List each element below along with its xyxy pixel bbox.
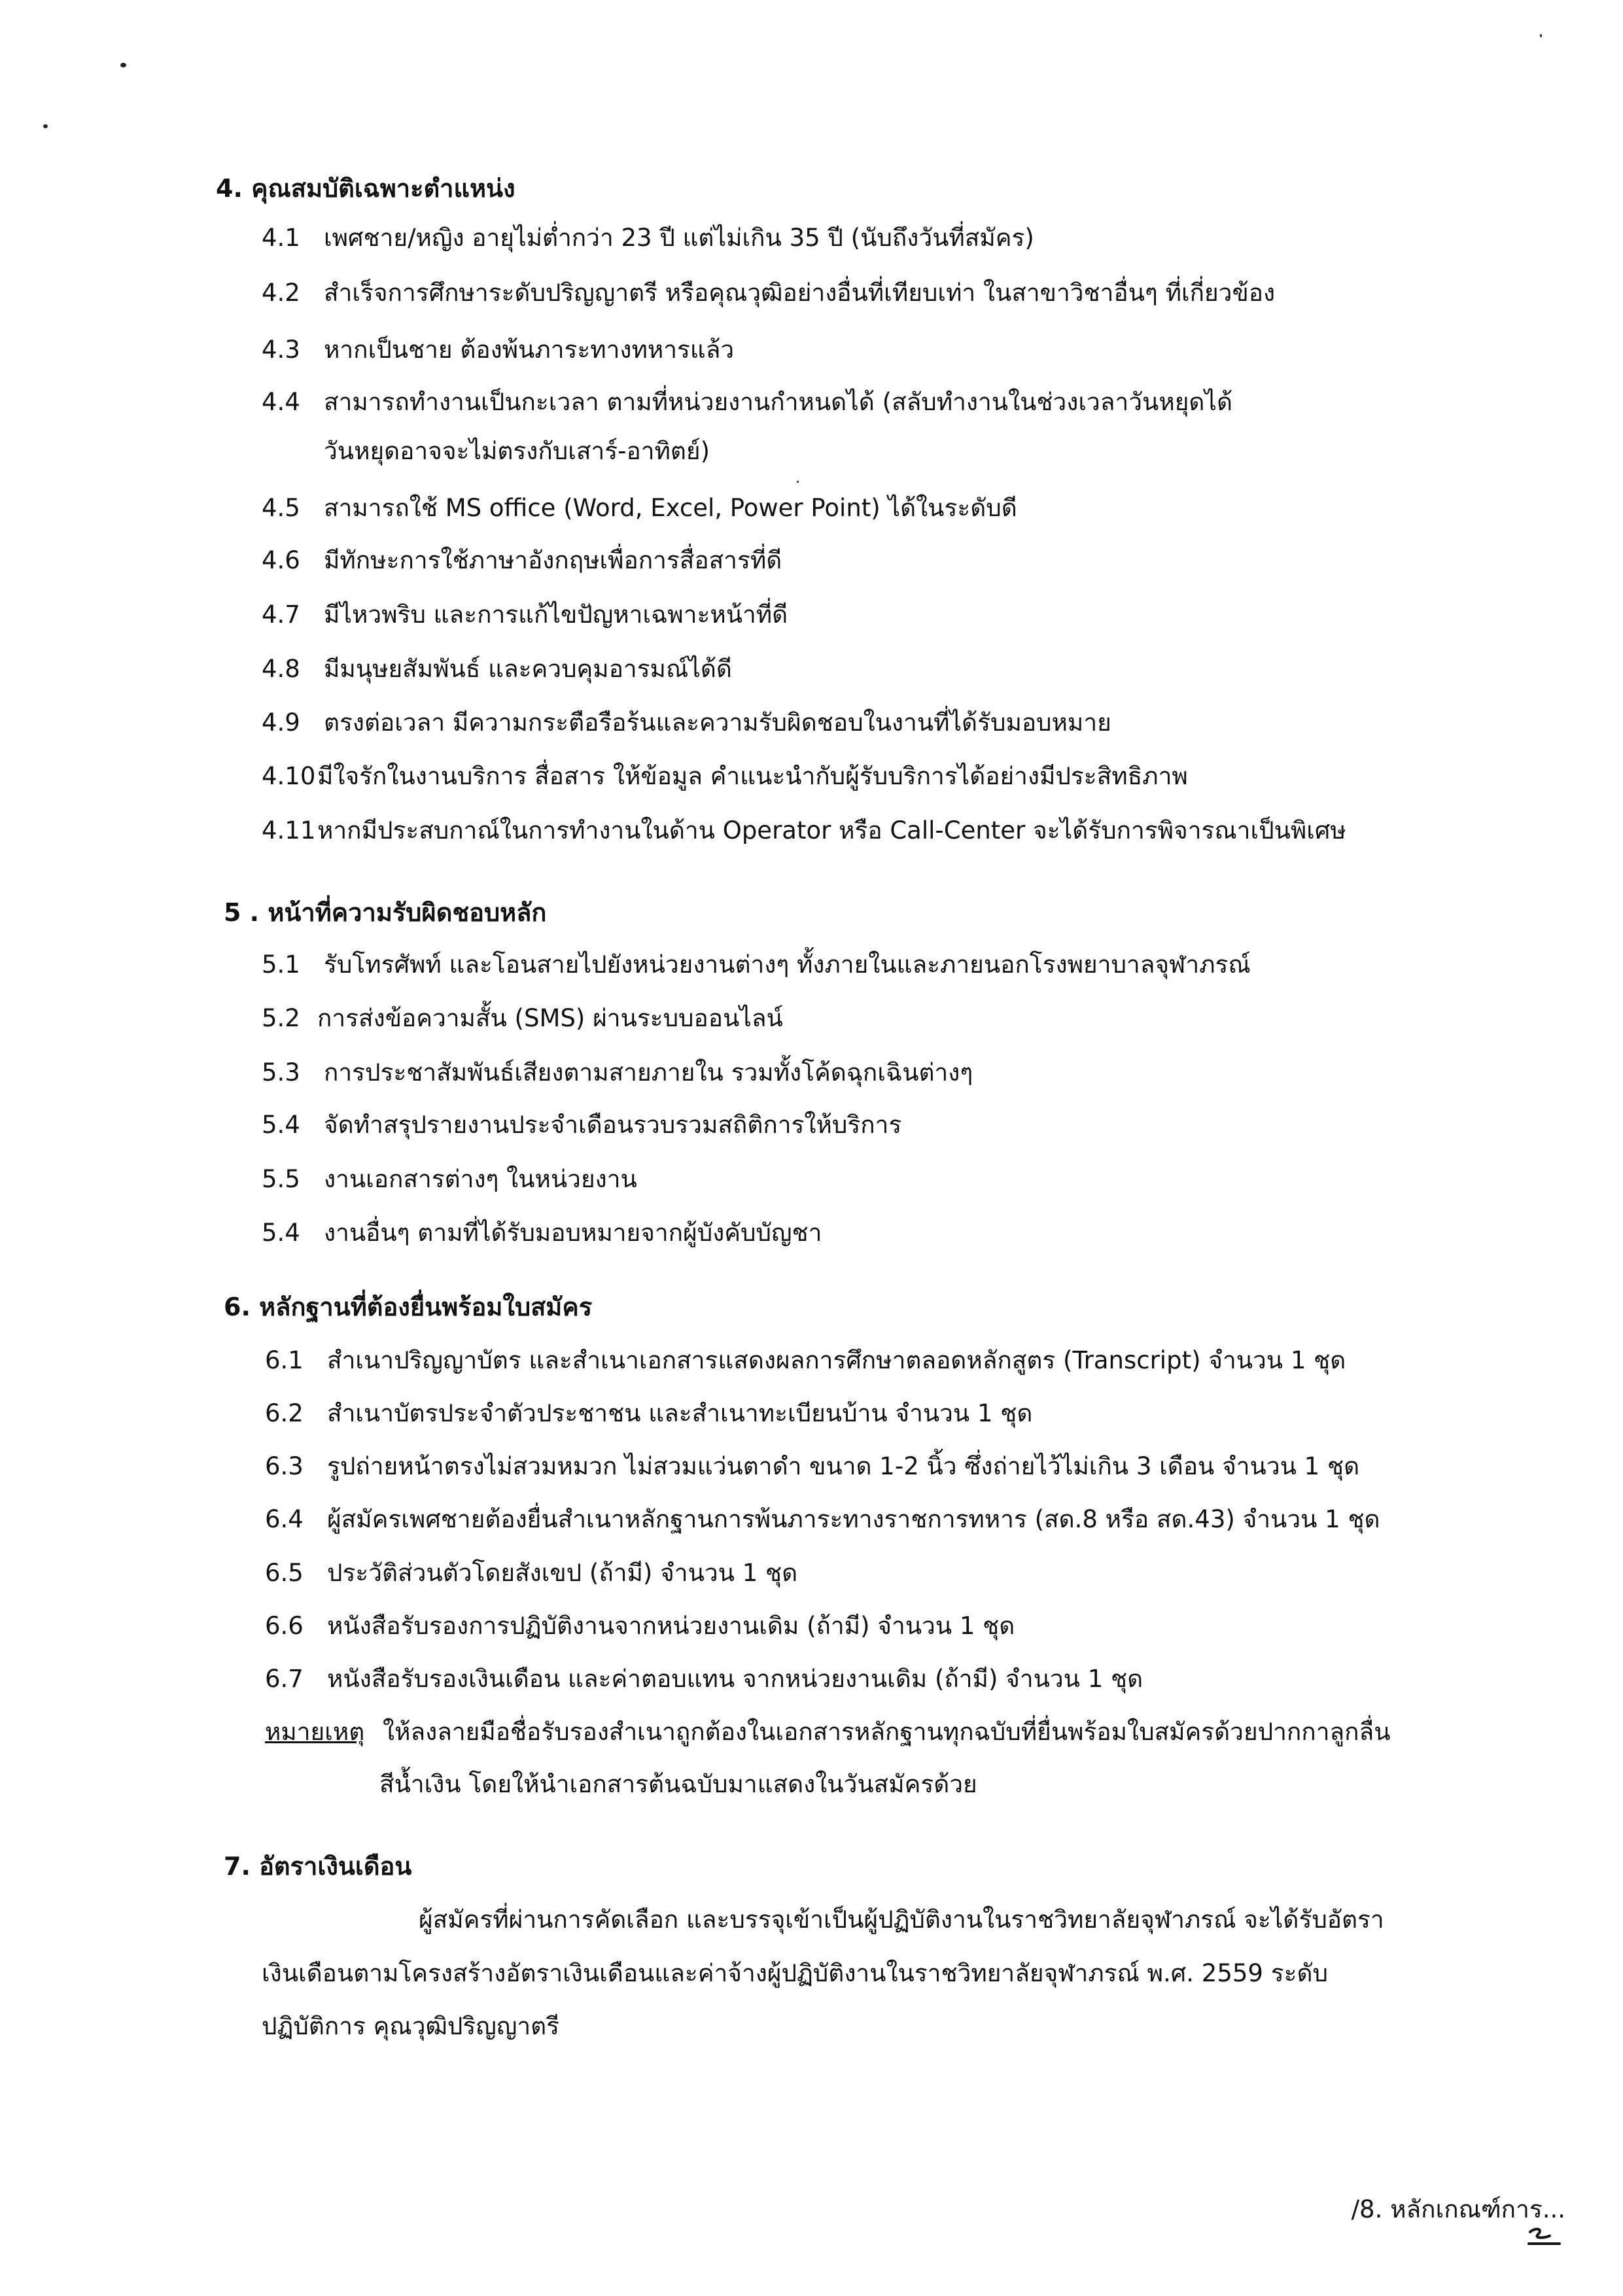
item-text: งานเอกสารต่างๆ ในหน่วยงาน <box>324 1165 637 1193</box>
item-text: ตรงต่อเวลา มีความกระตือรือร้นและความรับผิดชอบในงานที่ได้รับมอบหมาย <box>324 708 1111 737</box>
item-number: 4.7 <box>262 600 300 629</box>
list-item <box>262 999 783 1038</box>
item-number: 4.9 <box>262 708 300 737</box>
item-text: มีไหวพริบ และการแก้ไขปัญหาเฉพาะหน้าที่ดี <box>324 600 788 629</box>
scan-speck <box>43 124 48 128</box>
list-item <box>262 1160 637 1199</box>
list-item <box>262 330 734 370</box>
item-text: ประวัติส่วนตัวโดยสังเขป (ถ้ามี) จำนวน 1 ชุด <box>327 1559 798 1587</box>
item-continuation: วันหยุดอาจจะไม่ตรงกับเสาร์-อาทิตย์) <box>324 437 710 465</box>
item-text: ผู้สมัครเพศชายต้องยื่นสำเนาหลักฐานการพ้นภาระทางราชการทหาร (สด.8 หรือ สด.43) จำนวน 1 ชุด <box>327 1505 1380 1533</box>
item-number: 6.7 <box>265 1665 304 1693</box>
item-text: สามารถใช้ MS office (Word, Excel, Power Point) ได้ในระดับดี <box>324 494 1017 522</box>
item-text: หนังสือรับรองการปฏิบัติงานจากหน่วยงานเดิม (ถ้ามี) จำนวน 1 ชุด <box>327 1612 1015 1640</box>
item-text: รูปถ่ายหน้าตรงไม่สวมหมวก ไม่สวมแว่นตาดำ ขนาด 1-2 นิ้ว ซึ่งถ่ายไว้ไม่เกิน 3 เดือน จำนวน 1 ชุด <box>327 1452 1360 1480</box>
list-item <box>262 945 1251 984</box>
note-text: ให้ลงลายมือชื่อรับรองสำเนาถูกต้องในเอกสารหลักฐานทุกฉบับที่ยื่นพร้อมใบสมัครด้วยปากกาลูกลื่น <box>383 1718 1391 1746</box>
item-number: 4.2 <box>262 279 300 307</box>
list-item <box>262 811 1346 850</box>
item-number: 6.5 <box>265 1559 304 1587</box>
item-text: เพศชาย/หญิง อายุไม่ต่ำกว่า 23 ปี แต่ไม่เกิน 35 ปี (นับถึงวันที่สมัคร) <box>324 224 1034 252</box>
list-item <box>262 703 1111 742</box>
item-number: 5.2 <box>262 1004 300 1032</box>
item-text: การส่งข้อความสั้น (SMS) ผ่านระบบออนไลน์ <box>317 1004 783 1032</box>
list-item <box>262 650 732 689</box>
item-number: 4.8 <box>262 655 300 683</box>
item-text: งานอื่นๆ ตามที่ได้รับมอบหมายจากผู้บังคับบัญชา <box>324 1219 822 1247</box>
item-number: 5.4 <box>262 1111 300 1139</box>
section-6-heading: 6. หลักฐานที่ต้องยื่นพร้อมใบสมัคร <box>224 1293 593 1321</box>
item-number: 5.1 <box>262 950 300 979</box>
note <box>265 1713 1391 1752</box>
list-item <box>262 541 782 580</box>
list-item <box>262 489 1017 528</box>
list-item <box>262 1053 973 1092</box>
scan-speck <box>797 481 799 483</box>
item-number: 6.4 <box>265 1505 304 1533</box>
list-item <box>262 218 1034 258</box>
page-continuation: /8. หลักเกณฑ์การ... <box>1351 2195 1565 2223</box>
list-item <box>265 1554 797 1593</box>
paragraph-line: ปฏิบัติการ คุณวุฒิปริญญาตรี <box>262 2012 560 2040</box>
section-7-heading: 7. อัตราเงินเดือน <box>224 1852 412 1881</box>
item-text: สำเร็จการศึกษาระดับปริญญาตรี หรือคุณวุฒิอย่างอื่นที่เทียบเท่า ในสาขาวิชาอื่นๆ ที่เกี่ยวข้อง <box>324 279 1276 307</box>
list-item <box>262 1105 901 1145</box>
item-text: รับโทรศัพท์ และโอนสายไปยังหน่วยงานต่างๆ ทั้งภายในและภายนอกโรงพยาบาลจุฬาภรณ์ <box>324 950 1251 979</box>
item-number: 6.1 <box>265 1346 304 1374</box>
item-number: 6.2 <box>265 1399 304 1427</box>
item-text: หนังสือรับรองเงินเดือน และค่าตอบแทน จากหน่วยงานเดิม (ถ้ามี) จำนวน 1 ชุด <box>327 1665 1143 1693</box>
item-text: สำเนาปริญญาบัตร และสำเนาเอกสารแสดงผลการศึกษาตลอดหลักสูตร (Transcript) จำนวน 1 ชุด <box>327 1346 1346 1374</box>
item-text: สามารถทำงานเป็นกะเวลา ตามที่หน่วยงานกำหนดได้ (สลับทำงานในช่วงเวลาวันหยุดได้ <box>324 388 1233 416</box>
list-item <box>262 757 1188 796</box>
item-number: 6.3 <box>265 1452 304 1480</box>
item-number: 4.5 <box>262 494 300 522</box>
paragraph-line: เงินเดือนตามโครงสร้างอัตราเงินเดือนและค่าจ้างผู้ปฏิบัติงานในราชวิทยาลัยจุฬาภรณ์ พ.ศ. 2559 ระดับ <box>262 1959 1328 1987</box>
item-number: 4.3 <box>262 336 300 364</box>
item-text: มีทักษะการใช้ภาษาอังกฤษเพื่อการสื่อสารที่ดี <box>324 546 782 574</box>
item-number: 4.11 <box>262 816 316 844</box>
item-number: 5.5 <box>262 1165 300 1193</box>
list-item <box>262 1213 822 1253</box>
paragraph-line: ผู้สมัครที่ผ่านการคัดเลือก และบรรจุเข้าเป็นผู้ปฏิบัติงานในราชวิทยาลัยจุฬาภรณ์ จะได้รับอัตรา <box>419 1905 1384 1934</box>
item-text: การประชาสัมพันธ์เสียงตามสายภายใน รวมทั้งโค้ดฉุกเฉินต่างๆ <box>324 1058 973 1087</box>
item-number: 4.6 <box>262 546 300 574</box>
list-item <box>265 1660 1143 1699</box>
item-number: 4.10 <box>262 762 316 790</box>
scan-speck <box>1540 34 1542 37</box>
section-4-heading: 4. คุณสมบัติเฉพาะตำแหน่ง <box>216 174 515 203</box>
section-5-heading: 5 . หน้าที่ความรับผิดชอบหลัก <box>224 898 547 927</box>
item-text: มีใจรักในงานบริการ สื่อสาร ให้ข้อมูล คำแนะนำกับผู้รับบริการได้อย่างมีประสิทธิภาพ <box>317 762 1188 790</box>
list-item <box>262 595 788 635</box>
scan-speck <box>120 63 126 67</box>
item-text: หากเป็นชาย ต้องพ้นภาระทางทหารแล้ว <box>324 336 735 364</box>
item-number: 4.1 <box>262 224 300 252</box>
list-item <box>265 1607 1015 1646</box>
list-item <box>265 1341 1346 1380</box>
list-item <box>265 1447 1359 1486</box>
list-item <box>262 273 1275 313</box>
list-item <box>265 1394 1032 1433</box>
handwritten-mark <box>1524 2224 1563 2253</box>
item-number: 4.4 <box>262 388 300 416</box>
item-text: หากมีประสบกาณ์ในการทำงานในด้าน Operator หรือ Call-Center จะได้รับการพิจารณาเป็นพิเศษ <box>317 816 1346 844</box>
item-text: มีมนุษยสัมพันธ์ และควบคุมอารมณ์ได้ดี <box>324 655 732 683</box>
list-item <box>262 383 1232 422</box>
note-label: หมายเหตุ <box>265 1718 365 1746</box>
item-text: จัดทำสรุปรายงานประจำเดือนรวบรวมสถิติการให้บริการ <box>324 1111 902 1139</box>
note-continuation: สีน้ำเงิน โดยให้นำเอกสารต้นฉบับมาแสดงในวันสมัครด้วย <box>379 1770 977 1798</box>
item-number: 5.3 <box>262 1058 300 1087</box>
item-number: 6.6 <box>265 1612 304 1640</box>
item-text: สำเนาบัตรประจำตัวประชาชน และสำเนาทะเบียนบ้าน จำนวน 1 ชุด <box>327 1399 1033 1427</box>
list-item <box>265 1500 1380 1539</box>
item-number: 5.4 <box>262 1219 300 1247</box>
